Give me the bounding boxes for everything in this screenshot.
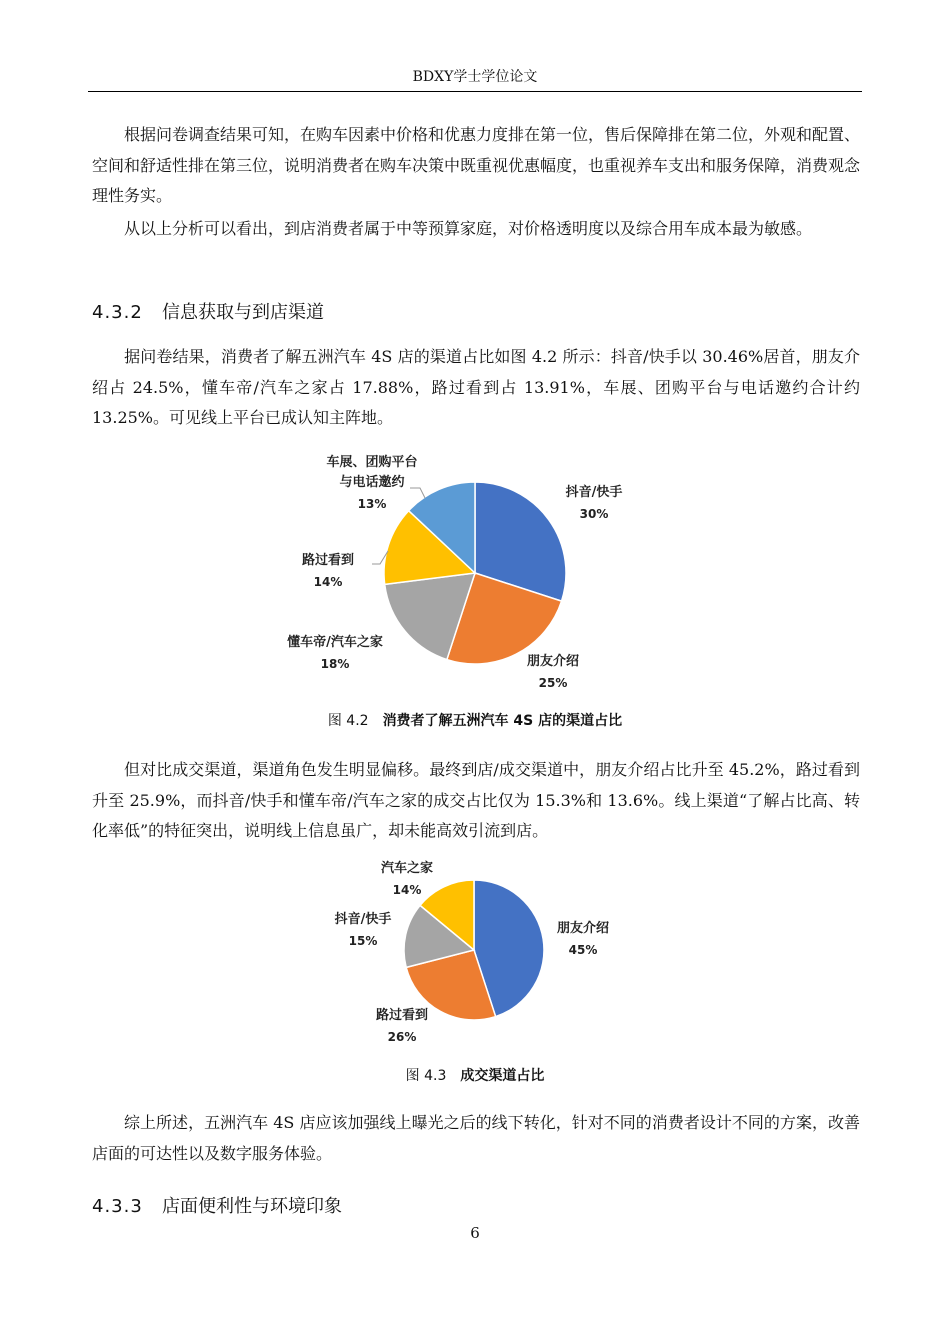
slice-percent-label: 14% <box>313 575 343 589</box>
paragraph-purchase-factors <box>92 120 860 212</box>
pie-chart-deal-channels <box>300 852 650 1050</box>
slice-label: 与电话邀约 <box>339 475 405 490</box>
slice-percent-label: 15% <box>348 934 378 948</box>
slice-label: 汽车之家 <box>380 861 434 876</box>
slice-percent-label: 30% <box>579 507 609 521</box>
paragraph-text: 但对比成交渠道，渠道角色发生明显偏移。最终到店/成交渠道中，朋友介绍占比升至 45.2%，路过看到升至 25.9%，而抖音/快手和懂车帝/汽车之家的成交占比仅为 15.3%和 13.6%。线上渠道“了解占比高、转化率低”的特征突出，说明线上信息虽广，却未能高效引流到店。 <box>92 760 860 840</box>
page-number: 6 <box>470 1224 480 1242</box>
paragraph-text: 根据问卷调查结果可知，在购车因素中价格和优惠力度排在第一位，售后保障排在第二位，外观和配置、空间和舒适性排在第三位，说明消费者在购车决策中既重视优惠幅度，也重视养车支出和服务保障，消费观念理性务实。 <box>92 125 861 205</box>
header-rule <box>88 91 862 92</box>
paragraph-consumer-profile <box>92 214 860 245</box>
slice-percent-label: 26% <box>387 1030 417 1044</box>
figure-title: 成交渠道占比 <box>460 1068 545 1084</box>
section-number: 4.3.3 <box>92 1196 143 1217</box>
figure-number: 图 4.2 <box>327 713 369 729</box>
pie-chart-info-channels <box>250 440 700 700</box>
section-number: 4.3.2 <box>92 302 143 323</box>
slice-label: 朋友介绍 <box>526 654 580 669</box>
slice-label: 路过看到 <box>301 553 355 568</box>
slice-label: 懂车帝/汽车之家 <box>287 635 383 650</box>
paragraph-info-channels <box>92 342 860 434</box>
slice-percent-label: 18% <box>320 657 350 671</box>
slice-label: 路过看到 <box>375 1008 429 1023</box>
leader-line <box>410 488 425 498</box>
slice-percent-label: 25% <box>538 676 568 690</box>
slice-percent-label: 14% <box>392 883 422 897</box>
figure-caption-4-2 <box>0 710 950 730</box>
slice-label: 抖音/快手 <box>565 485 623 500</box>
slice-label: 车展、团购平台 <box>326 455 418 470</box>
paragraph-deal-channels <box>92 755 860 847</box>
running-header: BDXY学士学位论文 <box>412 69 538 85</box>
paragraph-conclusion <box>92 1108 860 1169</box>
section-heading-4-3-3 <box>92 1192 342 1218</box>
figure-number: 图 4.3 <box>405 1068 447 1084</box>
section-heading-4-3-2 <box>92 298 324 324</box>
slice-percent-label: 45% <box>568 943 598 957</box>
figure-caption-4-3 <box>0 1065 950 1085</box>
paragraph-text: 从以上分析可以看出，到店消费者属于中等预算家庭，对价格透明度以及综合用车成本最为敏感。 <box>124 219 813 238</box>
section-title: 信息获取与到店渠道 <box>162 302 324 323</box>
section-title: 店面便利性与环境印象 <box>162 1196 342 1217</box>
figure-title: 消费者了解五洲汽车 4S 店的渠道占比 <box>382 713 623 729</box>
slice-percent-label: 13% <box>357 497 387 511</box>
paragraph-text: 据问卷结果，消费者了解五洲汽车 4S 店的渠道占比如图 4.2 所示：抖音/快手以 30.46%居首，朋友介绍占 24.5%，懂车帝/汽车之家占 17.88%，路过看到占 13.91%，车展、团购平台与电话邀约合计约 13.25%。可见线上平台已成认知主阵地。 <box>92 347 860 427</box>
paragraph-text: 综上所述，五洲汽车 4S 店应该加强线上曝光之后的线下转化，针对不同的消费者设计不同的方案，改善店面的可达性以及数字服务体验。 <box>92 1113 860 1163</box>
slice-label: 抖音/快手 <box>334 912 392 927</box>
slice-label: 朋友介绍 <box>556 921 610 936</box>
